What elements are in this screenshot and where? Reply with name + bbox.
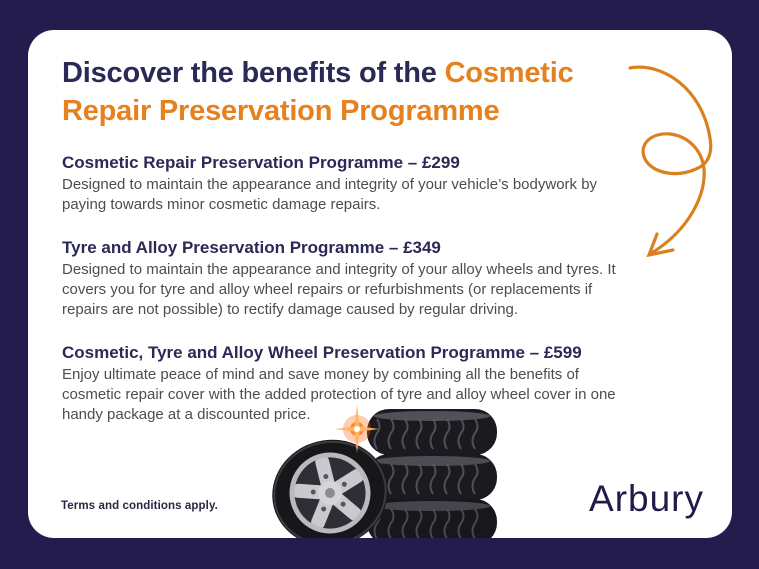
- tyres-image: [272, 405, 502, 538]
- swirl-arrow-icon: [622, 58, 716, 262]
- brand-logo: Arbury: [589, 478, 704, 519]
- terms-text: Terms and conditions apply.: [61, 500, 218, 512]
- section-body: Designed to maintain the appearance and integrity of your vehicle’s bodywork by paying towards minor cosmetic damage repairs.: [62, 176, 598, 213]
- title-dark-part: Discover the benefits of the: [62, 57, 445, 89]
- tyre-stack: [367, 409, 497, 538]
- section-heading: Cosmetic Repair Preservation Programme – £299: [62, 153, 460, 172]
- section-heading: Cosmetic, Tyre and Alloy Wheel Preservation Programme – £599: [62, 343, 582, 362]
- section-body: Enjoy ultimate peace of mind and save money by combining all the benefits of cosmetic repair cover with the added protection of tyre and alloy wheel cover in one handy package at a discounted price.: [62, 366, 616, 423]
- page-title: [62, 54, 632, 130]
- section-body: Designed to maintain the appearance and integrity of your alloy wheels and tyres. It covers you for tyre and alloy wheel repairs or refurbishments (or replacements if repairs are not possible) to rectify damage caused by regular driving.: [62, 261, 616, 318]
- section-cosmetic-repair: [62, 152, 622, 215]
- section-tyre-alloy: [62, 237, 622, 320]
- section-heading: Tyre and Alloy Preservation Programme – £349: [62, 238, 441, 257]
- title-accent-part-line1: Cosmetic: [444, 57, 574, 89]
- flyer-card: [28, 30, 732, 538]
- title-accent-part-line2: Repair Preservation Programme: [62, 95, 500, 127]
